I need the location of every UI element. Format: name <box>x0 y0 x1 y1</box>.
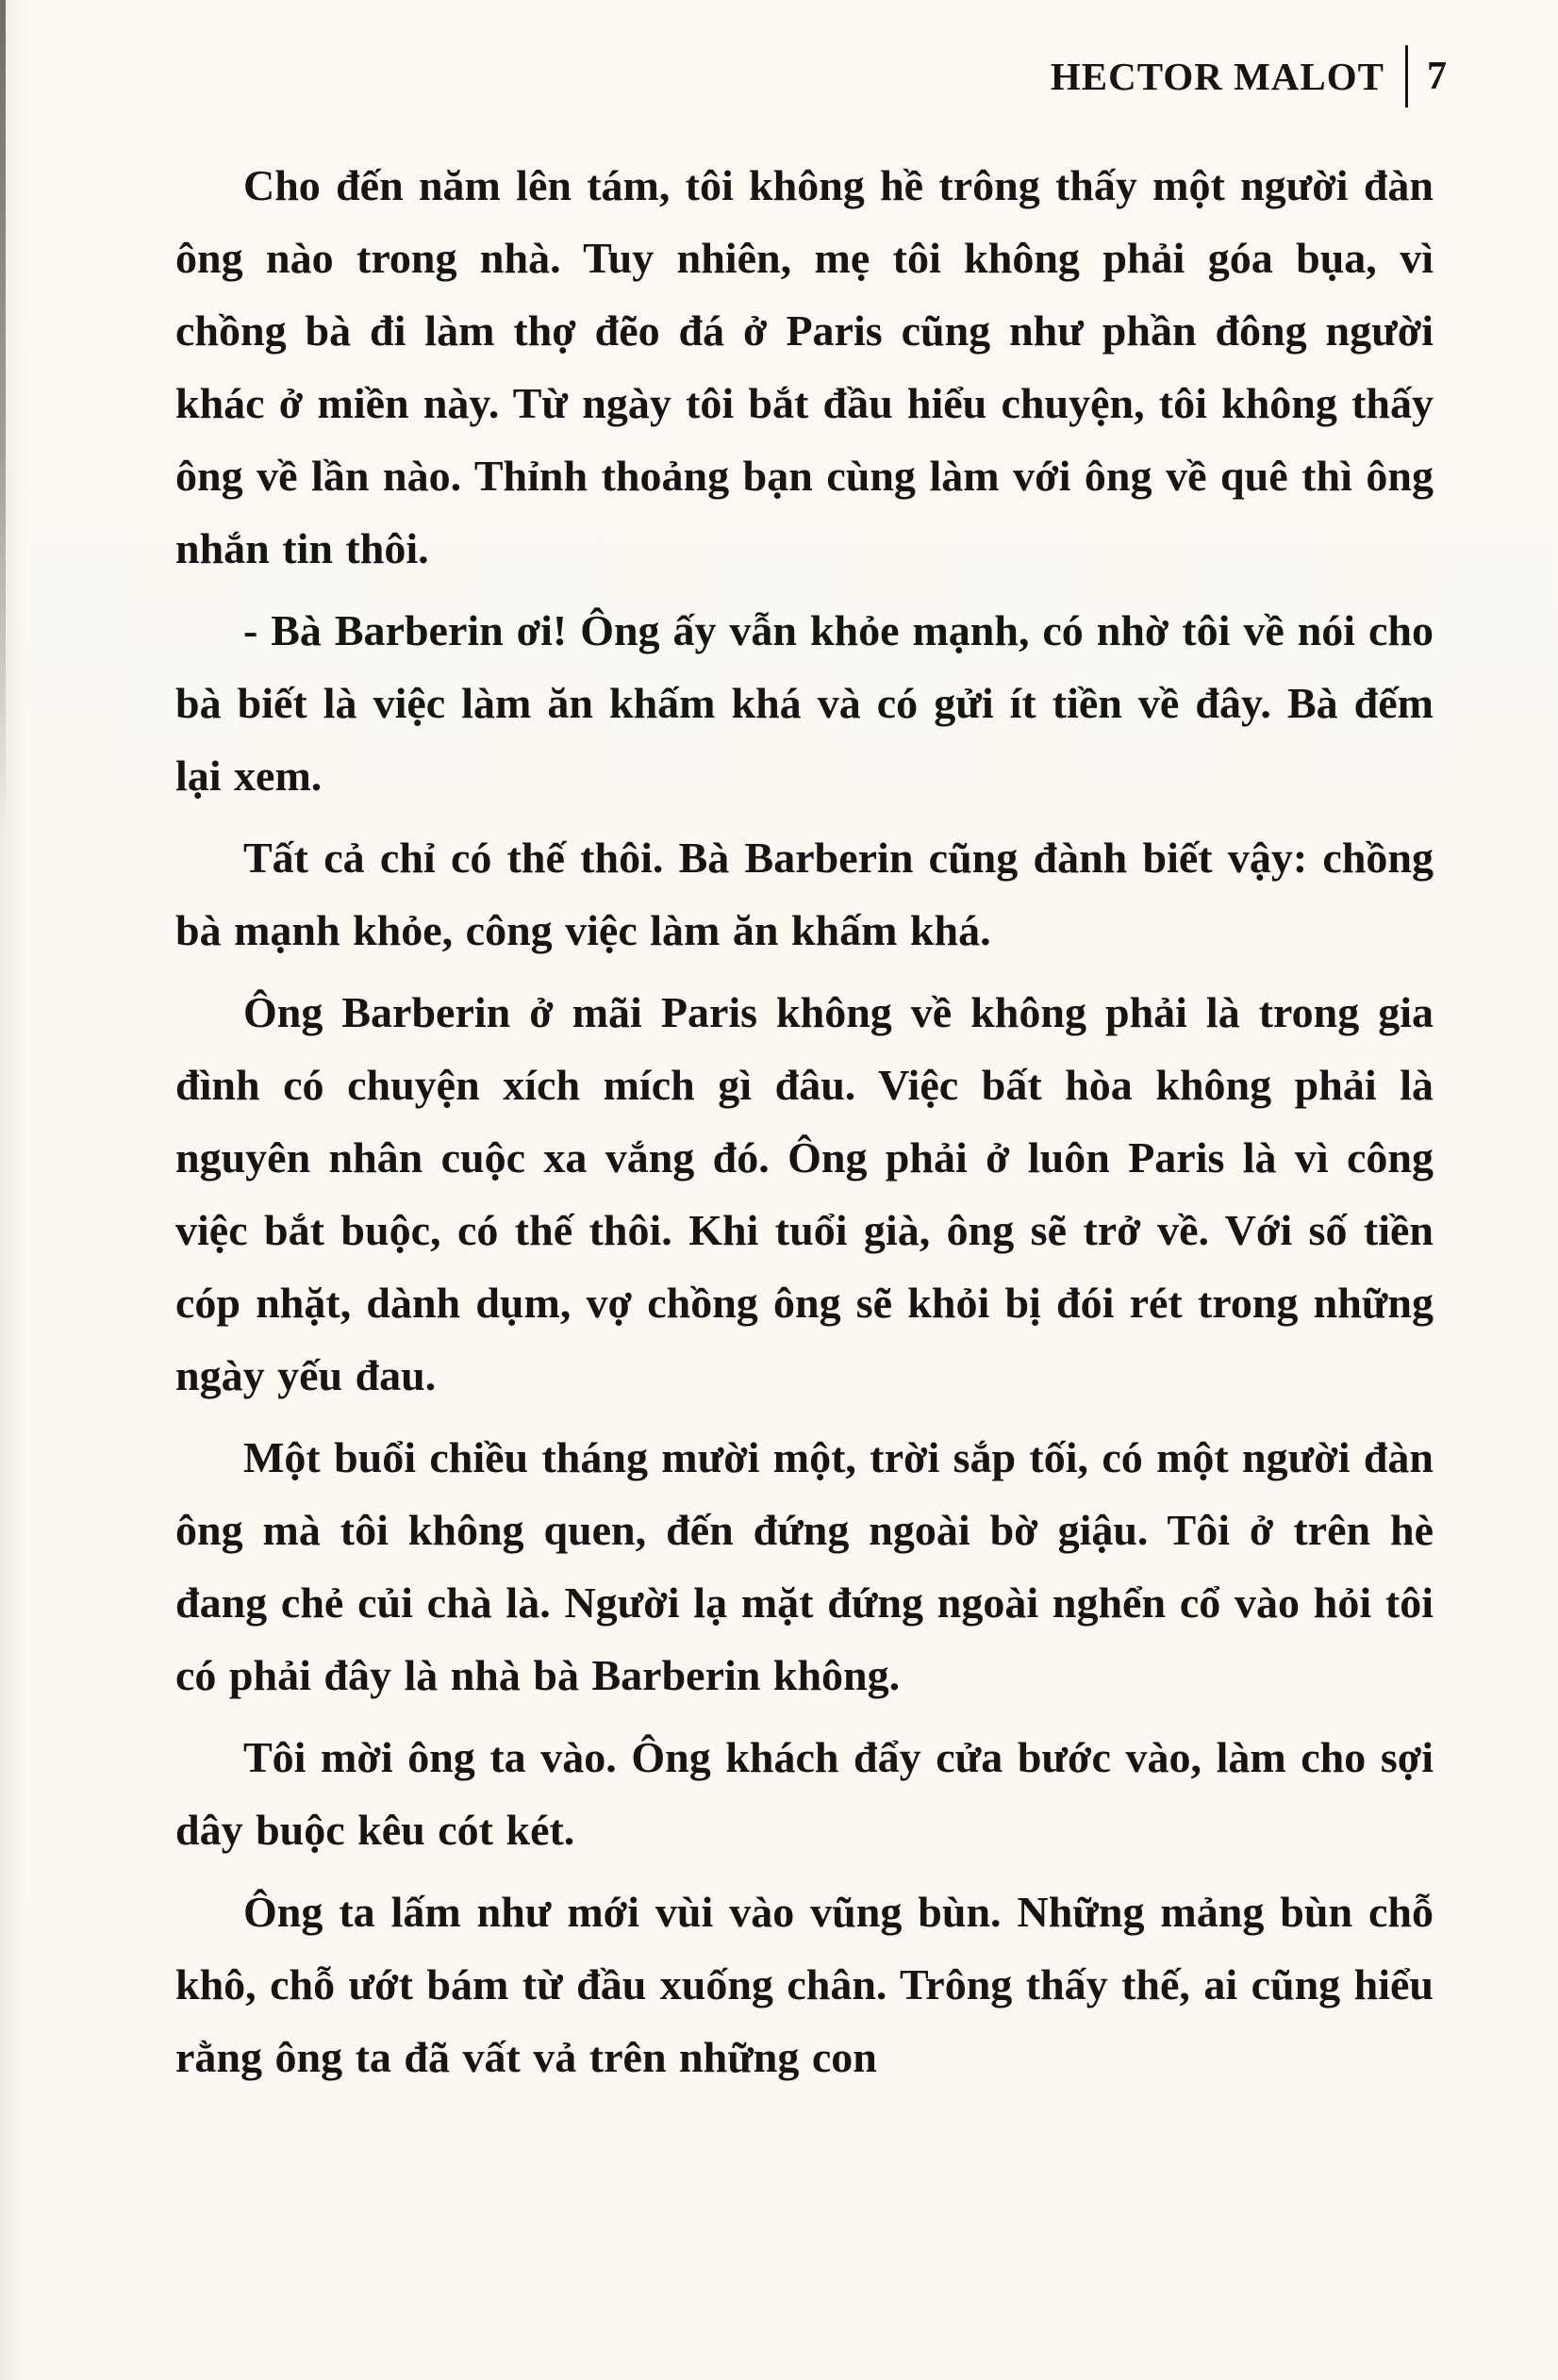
running-header <box>1051 45 1447 107</box>
scan-edge-artifact <box>0 0 6 830</box>
paragraph-6: Tôi mời ông ta vào. Ông khách đẩy cửa bước vào, làm cho sợi dây buộc kêu cót két. <box>175 1733 1434 1854</box>
running-head-author: HECTOR MALOT <box>1050 55 1384 98</box>
page-body <box>175 149 1434 2103</box>
paragraph-4: Ông Barberin ở mãi Paris không về không phải là trong gia đình có chuyện xích mích gì đâu. Việc bất hòa không phải là nguyên nhân cuộc xa vắng đó. Ông phải ở luôn Paris là vì công việc bắt buộc, có thế thôi. Khi tuổi già, ông sẽ trở về. Với số tiền cóp nhặt, dành dụm, vợ chồng ông sẽ khỏi bị đói rét trong những ngày yếu đau. <box>175 988 1434 1399</box>
page-number: 7 <box>1427 55 1447 98</box>
paragraph-5: Một buổi chiều tháng mười một, trời sắp tối, có một người đàn ông mà tôi không quen, đến đứng ngoài bờ giậu. Tôi ở trên hè đang chẻ củi chà là. Người lạ mặt đứng ngoài nghển cổ vào hỏi tôi có phải đây là nhà bà Barberin không. <box>175 1433 1434 1699</box>
header-divider <box>1405 45 1408 107</box>
paragraph-7: Ông ta lấm như mới vùi vào vũng bùn. Những mảng bùn chỗ khô, chỗ ướt bám từ đầu xuống chân. Trông thấy thế, ai cũng hiểu rằng ông ta đã vất vả trên những con <box>175 1888 1434 2081</box>
paragraph-2: - Bà Barberin ơi! Ông ấy vẫn khỏe mạnh, có nhờ tôi về nói cho bà biết là việc làm ăn khấm khá và có gửi ít tiền về đây. Bà đếm lại xem. <box>175 606 1434 800</box>
paragraph-3: Tất cả chỉ có thế thôi. Bà Barberin cũng đành biết vậy: chồng bà mạnh khỏe, công việc làm ăn khấm khá. <box>175 834 1434 954</box>
paragraph-1: Cho đến năm lên tám, tôi không hề trông thấy một người đàn ông nào trong nhà. Tuy nhiên, mẹ tôi không phải góa bụa, vì chồng bà đi làm thợ đẽo đá ở Paris cũng như phần đông người khác ở miền này. Từ ngày tôi bắt đầu hiểu chuyện, tôi không thấy ông về lần nào. Thỉnh thoảng bạn cùng làm với ông về quê thì ông nhắn tin thôi. <box>175 161 1434 572</box>
